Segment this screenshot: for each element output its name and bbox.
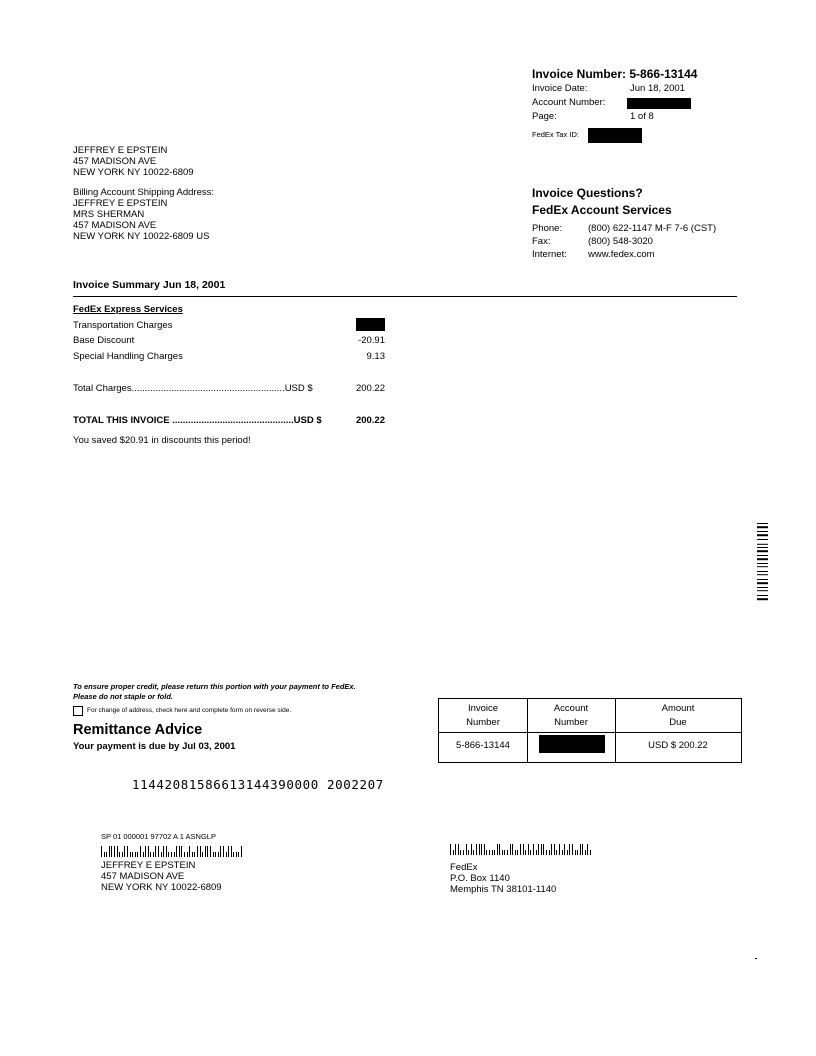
barcode-bar [507,850,508,855]
website-link[interactable]: www.fedex.com [588,249,655,260]
barcode-bar [757,555,768,556]
barcode-bar [223,846,224,857]
page-label: Page: [532,111,557,122]
savings-note: You saved $20.91 in discounts this period! [73,435,251,446]
barcode-bar [184,852,185,857]
barcode-bar [757,558,768,560]
barcode-bar [114,846,115,857]
barcode-bar [468,850,469,855]
phone-label: Phone: [532,223,563,234]
barcode-bar [476,844,477,855]
barcode-bar [200,846,201,857]
barcode-bar [192,852,193,857]
barcode-bar [153,852,154,857]
address-line: 457 MADISON AVE [73,220,157,231]
barcode-bar [577,850,578,855]
barcode-bar [140,846,141,857]
barcode-bar [197,846,198,857]
remit-account-redaction [539,735,605,753]
barcode-bar [207,846,208,857]
barcode-bar [494,850,495,855]
remittance-note-line: To ensure proper credit, please return this portion with your payment to FedEx. [73,682,356,691]
address-line: Memphis TN 38101-1140 [450,884,557,895]
barcode-bar [757,563,768,564]
barcode-bar [546,850,547,855]
payee-address [450,862,556,895]
barcode-bar [213,852,214,857]
barcode-bar [176,846,177,857]
barcode-bar [489,850,490,855]
barcode-bar [549,850,550,855]
summary-row [73,335,393,347]
barcode-bar [455,844,456,855]
summary-row [73,320,393,332]
barcode-bar [479,844,480,855]
barcode-bar [233,852,234,857]
billing-address-label: Billing Account Shipping Address: [73,187,215,198]
tax-id-redaction [588,128,642,143]
barcode-bar [530,850,531,855]
remittance-table [438,698,742,763]
invoice-header [532,67,752,142]
barcode-bar [179,846,180,857]
barcode-bar [484,844,485,855]
barcode-bar [556,850,557,855]
barcode-bar [148,846,149,857]
remit-invoice-number: 5-866-13144 [456,740,510,751]
barcode-bar [228,846,229,857]
summary-row [73,383,393,395]
barcode-bar [124,846,125,857]
barcode-bar [127,846,128,857]
barcode-bar [189,846,190,857]
barcode-bar [559,844,560,855]
barcode-bar [205,846,206,857]
header-line: Account [553,703,589,714]
ocr-scan-line: 11442081586613144390000 2002207 [132,777,384,792]
barcode-bar [466,844,467,855]
address-line: FedEx [450,862,478,873]
barcode-bar [471,844,472,855]
barcode-bar [757,523,768,524]
barcode-bar [757,566,768,567]
address-line: JEFFREY E EPSTEIN [73,198,168,209]
barcode-bar [130,852,131,857]
billing-shipping-address [73,187,214,242]
address-line: 457 MADISON AVE [73,156,157,167]
barcode-bar [757,547,768,548]
barcode-bar [512,844,513,855]
barcode-bar [575,850,576,855]
barcode-bar [117,846,118,857]
table-divider [439,732,741,733]
address-line: MRS SHERMAN [73,209,145,220]
barcode-bar [757,550,768,552]
section-heading [73,304,393,316]
barcode-bar [168,852,169,857]
barcode-bar [757,534,768,536]
postal-barcode-sender [101,845,244,857]
vertical-barcode [757,523,768,621]
address-line: NEW YORK NY 10022-6809 US [73,231,210,242]
postal-barcode-payee [450,843,593,855]
total-invoice-value: 200.22 [355,415,385,426]
header-line: Amount [661,703,695,714]
barcode-bar [590,850,591,855]
remittance-note [73,682,356,701]
barcode-bar [486,850,487,855]
fax-label: Fax: [532,236,551,247]
barcode-bar [111,846,112,857]
invoice-questions [532,185,772,261]
barcode-bar [145,846,146,857]
barcode-bar [150,852,151,857]
account-number-label: Account Number: [532,97,606,108]
barcode-bar [757,598,768,600]
remit-amount-due: USD $ 200.22 [648,740,708,751]
barcode-bar [109,846,110,857]
summary-row [73,415,393,427]
barcode-bar [236,852,237,857]
barcode-bar [161,852,162,857]
barcode-bar [554,844,555,855]
address-line: 457 MADISON AVE [101,871,185,882]
barcode-bar [241,846,242,857]
barcode-bar [210,846,211,857]
barcode-bar [473,850,474,855]
barcode-bar [137,852,138,857]
barcode-bar [158,846,159,857]
barcode-bar [106,852,107,857]
header-line: Invoice [467,703,499,714]
customer-address [73,145,194,178]
barcode-bar [497,844,498,855]
address-line: JEFFREY E EPSTEIN [73,145,168,156]
address-line: P.O. Box 1140 [450,873,510,884]
corner-mark [755,958,757,959]
barcode-bar [757,587,768,588]
header-line: Number [554,717,588,728]
barcode-bar [231,846,232,857]
invoice-date-label: Invoice Date: [532,83,588,94]
barcode-bar [523,844,524,855]
barcode-bar [757,582,768,584]
sender-code: SP 01 000001 97702 A 1 ASNGLP [101,832,216,841]
header-line: Due [669,717,687,728]
barcode-bar [757,571,768,572]
barcode-bar [504,850,505,855]
barcode-bar [458,844,459,855]
barcode-bar [171,852,172,857]
barcode-bar [220,846,221,857]
fax-number: (800) 548-3020 [588,236,653,247]
barcode-bar [132,852,133,857]
page-number: 1 of 8 [630,111,654,122]
header-line: Number [466,717,500,728]
total-charges-value: 200.22 [355,383,385,394]
tax-id-label: FedEx Tax ID: [532,130,579,139]
barcode-bar [567,850,568,855]
discount-label: Base Discount [73,335,135,346]
barcode-bar [757,574,768,575]
summary-row [73,351,393,363]
barcode-bar [510,844,511,855]
remittance-title: Remittance Advice [73,722,203,738]
invoice-number: 5-866-13144 [629,67,698,81]
questions-heading: Invoice Questions? [532,186,643,200]
account-number-redaction [627,98,691,109]
barcode-bar [453,850,454,855]
barcode-bar [463,850,464,855]
barcode-bar [460,850,461,855]
barcode-bar [541,844,542,855]
change-address-label: For change of address, check here and complete form on reverse side. [87,707,292,714]
barcode-bar [585,850,586,855]
transport-charge-redaction [356,318,385,331]
barcode-bar [564,844,565,855]
barcode-bar [119,852,120,857]
section-title: FedEx Express Services [73,304,183,315]
barcode-bar [538,844,539,855]
invoice-number-line [532,67,752,81]
barcode-bar [757,539,768,540]
amount-due-header [615,702,741,730]
barcode-bar [122,852,123,857]
barcode-bar [551,844,552,855]
barcode-bar [226,852,227,857]
phone-number: (800) 622-1147 M-F 7-6 (CST) [588,223,717,234]
barcode-bar [174,852,175,857]
change-address-checkbox[interactable] [73,706,83,716]
barcode-bar [238,852,239,857]
barcode-bar [757,544,768,545]
summary-divider [73,296,737,297]
barcode-bar [187,852,188,857]
barcode-bar [528,844,529,855]
special-handling-label: Special Handling Charges [73,351,183,362]
barcode-bar [163,846,164,857]
total-invoice-label: TOTAL THIS INVOICE ..............................................USD $ [73,415,322,426]
barcode-bar [587,844,588,855]
barcode-bar [202,852,203,857]
barcode-bar [515,850,516,855]
address-line: JEFFREY E EPSTEIN [101,860,196,871]
barcode-bar [582,844,583,855]
account-services-heading: FedEx Account Services [532,203,672,217]
barcode-bar [499,844,500,855]
barcode-bar [481,844,482,855]
barcode-bar [502,850,503,855]
barcode-bar [757,590,768,591]
address-line: NEW YORK NY 10022-6809 [73,167,194,178]
barcode-bar [215,852,216,857]
barcode-bar [757,531,768,532]
barcode-bar [155,846,156,857]
barcode-bar [562,850,563,855]
payment-due: Your payment is due by Jul 03, 2001 [73,741,236,752]
barcode-bar [536,850,537,855]
barcode-bar [135,852,136,857]
transport-label: Transportation Charges [73,320,173,331]
barcode-bar [450,844,451,855]
barcode-bar [143,852,144,857]
barcode-bar [218,852,219,857]
barcode-bar [517,850,518,855]
invoice-number-header [439,702,527,730]
address-line: NEW YORK NY 10022-6809 [101,882,222,893]
barcode-bar [580,844,581,855]
invoice-number-label: Invoice Number: [532,67,627,81]
barcode-bar [525,850,526,855]
barcode-bar [572,844,573,855]
account-number-header [527,702,615,730]
barcode-bar [166,846,167,857]
discount-value: -20.91 [358,335,385,346]
barcode-bar [101,846,102,857]
barcode-bar [492,850,493,855]
special-handling-value: 9.13 [366,351,385,362]
remittance-note-line: Please do not staple or fold. [73,691,174,701]
summary-title: Invoice Summary Jun 18, 2001 [73,279,226,291]
barcode-bar [757,579,768,580]
barcode-bar [543,844,544,855]
total-charges-label: Total Charges..........................................................USD $ [73,383,313,394]
barcode-bar [757,526,768,528]
barcode-bar [104,852,105,857]
barcode-bar [194,852,195,857]
invoice-date: Jun 18, 2001 [630,83,685,94]
barcode-bar [520,844,521,855]
barcode-bar [757,595,768,596]
barcode-bar [569,844,570,855]
barcode-bar [533,844,534,855]
internet-label: Internet: [532,249,567,260]
barcode-bar [181,846,182,857]
sender-address [101,860,222,893]
